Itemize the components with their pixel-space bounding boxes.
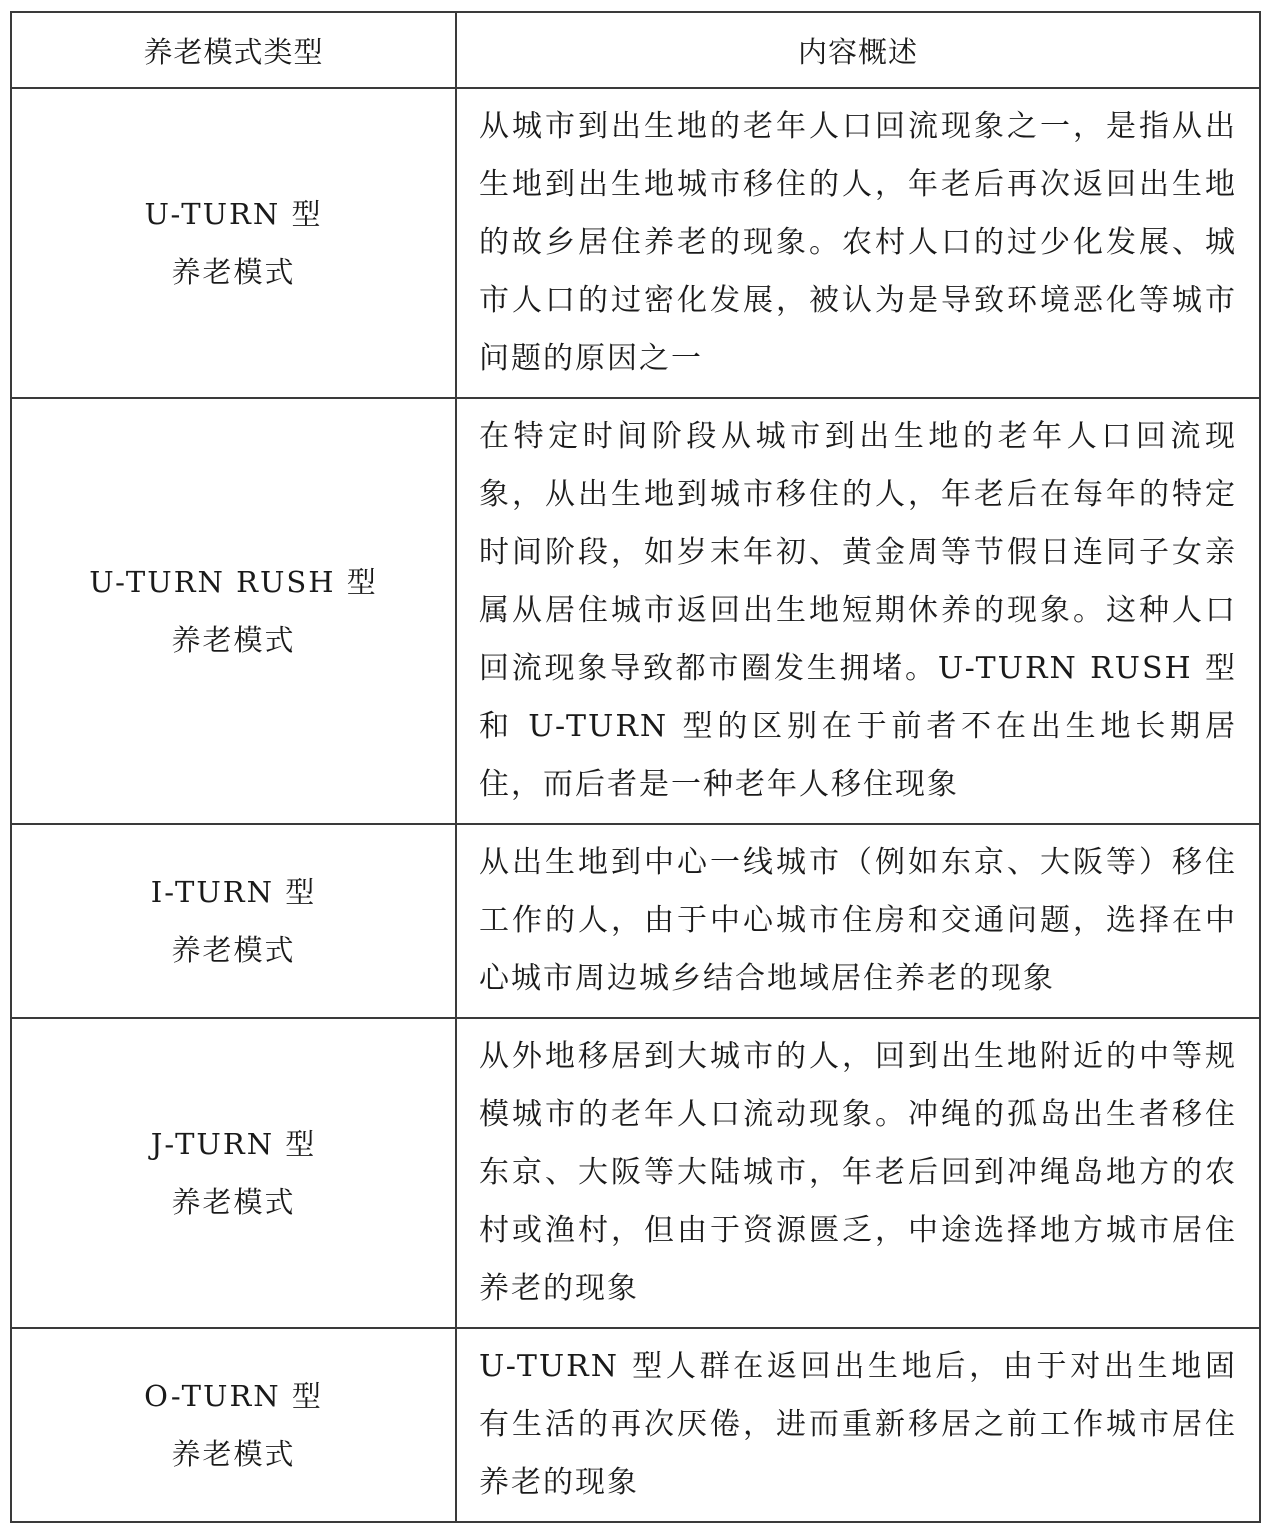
mode-type-name: I-TURN 型 <box>150 875 317 909</box>
table-row <box>11 1018 1260 1328</box>
table-row <box>11 1328 1260 1522</box>
header-mode-type: 养老模式类型 <box>11 12 456 88</box>
table-row <box>11 398 1260 824</box>
table-row <box>11 88 1260 398</box>
retirement-mode-table-container <box>10 11 1259 1500</box>
mode-type-cell <box>11 88 456 398</box>
mode-type-name: O-TURN 型 <box>144 1379 323 1413</box>
mode-description: U-TURN 型人群在返回出生地后，由于对出生地固有生活的再次厌倦，进而重新移居之前工作城市居住养老的现象 <box>456 1328 1260 1522</box>
mode-type-suffix: 养老模式 <box>171 623 296 657</box>
header-content-summary: 内容概述 <box>456 12 1260 88</box>
mode-description: 从外地移居到大城市的人，回到出生地附近的中等规模城市的老年人口流动现象。冲绳的孤岛出生者移住东京、大阪等大陆城市，年老后回到冲绳岛地方的农村或渔村，但由于资源匮乏，中途选择地方城市居住养老的现象 <box>456 1018 1260 1328</box>
table-row <box>11 824 1260 1018</box>
mode-type-suffix: 养老模式 <box>171 1185 296 1219</box>
mode-type-name: U-TURN 型 <box>144 197 323 231</box>
mode-description: 从城市到出生地的老年人口回流现象之一，是指从出生地到出生地城市移住的人，年老后再次返回出生地的故乡居住养老的现象。农村人口的过少化发展、城市人口的过密化发展，被认为是导致环境恶化等城市问题的原因之一 <box>456 88 1260 398</box>
mode-type-cell <box>11 824 456 1018</box>
mode-description: 从出生地到中心一线城市（例如东京、大阪等）移住工作的人，由于中心城市住房和交通问题，选择在中心城市周边城乡结合地域居住养老的现象 <box>456 824 1260 1018</box>
mode-type-suffix: 养老模式 <box>171 255 296 289</box>
table-header-row <box>11 12 1260 88</box>
mode-type-suffix: 养老模式 <box>171 1437 296 1471</box>
mode-type-name: J-TURN 型 <box>150 1127 317 1161</box>
mode-type-cell <box>11 398 456 824</box>
mode-type-cell <box>11 1328 456 1522</box>
mode-type-cell <box>11 1018 456 1328</box>
mode-description: 在特定时间阶段从城市到出生地的老年人口回流现象，从出生地到城市移住的人，年老后在每年的特定时间阶段，如岁末年初、黄金周等节假日连同子女亲属从居住城市返回出生地短期休养的现象。这种人口回流现象导致都市圈发生拥堵。U-TURN RUSH 型和 U-TURN 型的区别在于前者不在出生地长期居住，而后者是一种老年人移住现象 <box>456 398 1260 824</box>
mode-type-suffix: 养老模式 <box>171 933 296 967</box>
retirement-mode-table <box>10 11 1261 1523</box>
mode-type-name: U-TURN RUSH 型 <box>89 565 378 599</box>
